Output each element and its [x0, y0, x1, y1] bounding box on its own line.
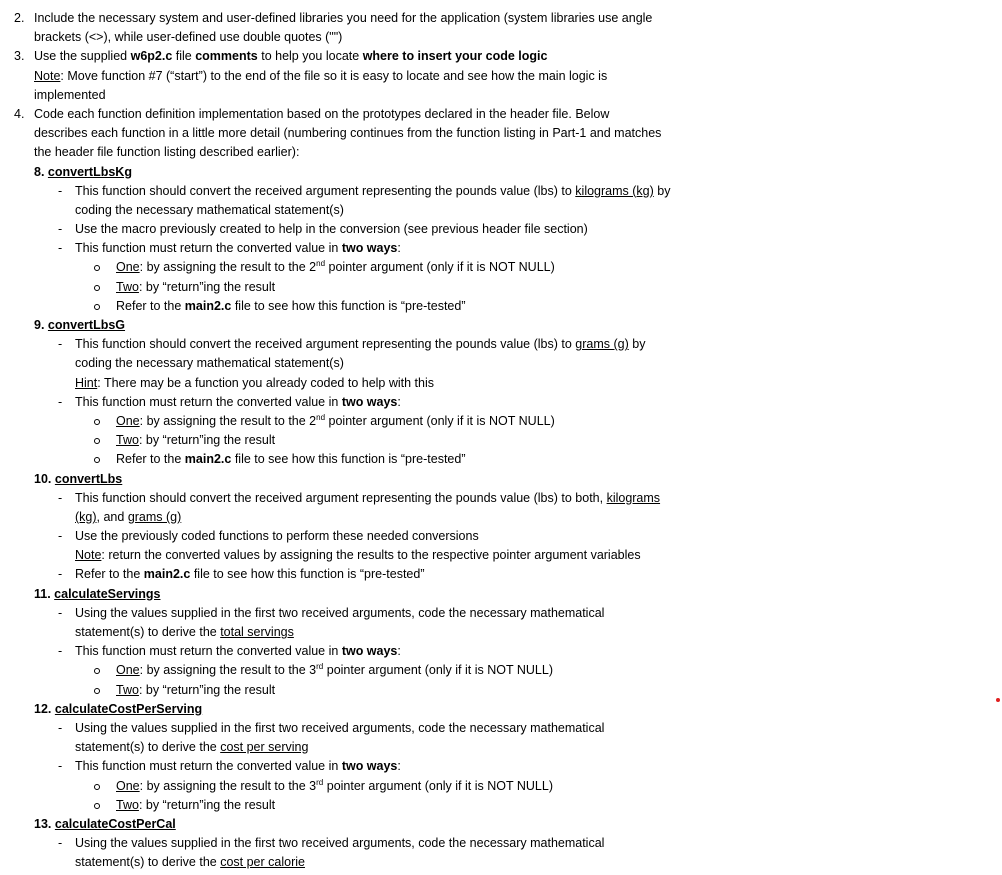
dash-marker: -	[58, 222, 63, 237]
dash-marker: -	[58, 567, 63, 582]
bullet-item-text	[116, 777, 553, 796]
dash-item-text	[75, 335, 645, 354]
function-number: 12.	[34, 701, 52, 716]
text-run: pointer argument (only if it is NOT NULL)	[325, 413, 555, 428]
text-run: brackets (<>), while user-defined use double quotes ("")	[34, 30, 343, 45]
list-item-text	[34, 105, 609, 124]
underlined-text: cost per serving	[220, 740, 309, 755]
dash-item-text	[75, 239, 401, 258]
red-dot-marker	[996, 698, 1000, 702]
dash-item-text	[75, 604, 604, 623]
dash-item-line	[0, 489, 1002, 508]
text-run: pointer argument (only if it is NOT NULL)	[323, 778, 553, 793]
bullet-item-line	[0, 258, 1002, 277]
underlined-text: grams (g)	[127, 509, 182, 524]
hollow-bullet-icon	[94, 265, 100, 271]
bold-text: w6p2.c	[130, 49, 173, 64]
dash-marker: -	[58, 183, 63, 198]
dash-item-line	[0, 623, 1002, 642]
bullet-item-text	[116, 297, 466, 316]
text-run: : by “return”ing the result	[138, 797, 276, 812]
function-name: calculateCostPerCal	[54, 816, 176, 831]
underlined-text: One	[116, 260, 140, 275]
text-run: to help you locate	[257, 49, 363, 64]
function-number: 9.	[34, 318, 45, 332]
bullet-item-line	[0, 450, 1002, 469]
list-item-line	[0, 47, 1002, 66]
underlined-text: Hint	[75, 375, 98, 390]
bullet-item-text	[116, 661, 553, 680]
text-run: : Move function #7 (“start”) to the end of the file so it is easy to locate and see how the main logic is	[60, 68, 608, 83]
dash-marker: -	[58, 605, 63, 620]
underlined-text: total servings	[220, 625, 294, 639]
function-name: convertLbsG	[47, 318, 126, 332]
dash-item-text	[75, 220, 588, 239]
dash-item-text	[75, 374, 434, 393]
bullet-item-text	[116, 431, 275, 450]
dash-item-line	[0, 604, 1002, 623]
bullet-item-text	[116, 278, 275, 297]
underlined-text: One	[116, 663, 140, 678]
bold-text: main2.c	[184, 298, 232, 313]
hollow-bullet-icon	[94, 285, 100, 291]
text-run: file to see how this function is “pre-tested”	[231, 298, 466, 313]
hollow-bullet-icon	[94, 784, 100, 790]
text-run: Using the values supplied in the first two received arguments, code the necessary mathematical	[75, 605, 605, 620]
dash-item-line	[0, 508, 1002, 527]
text-run: : by “return”ing the result	[138, 682, 276, 697]
underlined-text: One	[116, 413, 140, 428]
list-item-line	[0, 67, 1002, 86]
text-run: Refer to the	[116, 298, 185, 313]
dash-marker: -	[58, 836, 63, 851]
hollow-bullet-icon	[94, 438, 100, 444]
dash-item-line	[0, 393, 1002, 412]
list-item-text	[34, 86, 106, 105]
text-run: Using the values supplied in the first two received arguments, code the necessary mathematical	[75, 720, 605, 735]
bullet-item-text	[116, 450, 466, 469]
dash-item-line	[0, 220, 1002, 239]
text-run: :	[397, 644, 401, 659]
text-run: the header file function listing described earlier):	[34, 145, 300, 160]
text-run: pointer argument (only if it is NOT NULL)	[325, 260, 555, 275]
underlined-text: Note	[34, 68, 61, 83]
dash-marker: -	[58, 394, 63, 409]
bold-text: two ways	[341, 394, 398, 409]
dash-item-text	[75, 546, 641, 565]
dash-item-line	[0, 374, 1002, 393]
bullet-item-text	[116, 796, 275, 815]
text-run: :	[397, 394, 401, 409]
text-run: This function must return the converted value in	[75, 394, 342, 409]
dash-marker: -	[58, 490, 63, 505]
list-item-line	[0, 105, 1002, 124]
function-name: convertLbs	[54, 471, 123, 486]
function-heading-text	[34, 815, 176, 834]
text-run: :	[397, 759, 401, 774]
function-heading-text	[34, 585, 160, 604]
dash-item-text	[75, 642, 401, 661]
text-run: Use the macro previously created to help in the conversion (see previous header file section)	[75, 222, 588, 237]
list-item-line	[0, 86, 1002, 105]
text-run: Use the supplied	[34, 49, 131, 64]
bold-text: two ways	[341, 241, 398, 256]
text-run: : by assigning the result to the 2	[139, 413, 317, 428]
text-run: :	[397, 241, 401, 256]
text-run: statement(s) to derive the	[75, 625, 221, 639]
text-run: file	[172, 49, 196, 64]
bullet-item-text	[116, 412, 555, 431]
dash-item-text	[75, 508, 181, 527]
dash-marker: -	[58, 337, 63, 352]
text-run: Include the necessary system and user-defined libraries you need for the application (system libraries use angle	[34, 11, 653, 25]
bullet-item-line	[0, 297, 1002, 316]
dash-item-line	[0, 239, 1002, 258]
function-name: calculateServings	[54, 586, 161, 601]
function-heading-text	[34, 700, 202, 719]
text-run: by	[628, 337, 646, 352]
bullet-item-line	[0, 681, 1002, 700]
dash-item-line	[0, 853, 1002, 872]
list-item-line	[0, 124, 1002, 143]
bullet-item-line	[0, 796, 1002, 815]
hollow-bullet-icon	[94, 668, 100, 674]
dash-item-line	[0, 642, 1002, 661]
hollow-bullet-icon	[94, 304, 100, 310]
underlined-text: One	[116, 778, 140, 793]
function-number: 10.	[34, 471, 52, 486]
dash-item-text	[75, 719, 604, 738]
text-run: : by assigning the result to the 3	[139, 778, 317, 793]
dash-item-line	[0, 757, 1002, 776]
list-item-text	[34, 124, 661, 143]
text-run: implemented	[34, 87, 106, 102]
underlined-text: (kg)	[75, 509, 97, 524]
text-run: file to see how this function is “pre-tested”	[231, 452, 466, 467]
dash-item-text	[75, 182, 670, 201]
dash-item-line	[0, 182, 1002, 201]
underlined-text: Two	[116, 797, 139, 812]
underlined-text: Two	[116, 433, 139, 448]
list-item-line	[0, 9, 1002, 28]
text-run: : return the converted values by assigning the results to the respective pointer argument variables	[101, 548, 641, 563]
text-run: pointer argument (only if it is NOT NULL)	[323, 663, 553, 678]
bullet-item-line	[0, 777, 1002, 796]
text-run: : by assigning the result to the 2	[139, 260, 317, 275]
bold-text: two ways	[341, 759, 398, 774]
text-run: : by “return”ing the result	[138, 279, 276, 294]
text-run: Refer to the	[75, 567, 144, 582]
dash-item-line	[0, 354, 1002, 373]
superscript: rd	[316, 662, 324, 672]
text-run: statement(s) to derive the	[75, 855, 221, 870]
underlined-text: Two	[116, 279, 139, 294]
text-run: : There may be a function you already coded to help with this	[97, 375, 435, 390]
list-number: 2.	[14, 11, 25, 25]
function-heading	[0, 470, 1002, 489]
bold-text: two ways	[341, 644, 398, 659]
list-number: 4.	[14, 106, 25, 121]
list-number: 3.	[14, 49, 25, 64]
bold-text: where to insert your code logic	[362, 49, 548, 64]
list-item-text	[34, 67, 607, 86]
dash-marker: -	[58, 720, 63, 735]
dash-item-text	[75, 738, 308, 757]
text-run: , and	[96, 509, 128, 524]
dash-item-line	[0, 546, 1002, 565]
superscript: nd	[316, 259, 326, 269]
function-heading-text	[34, 163, 132, 182]
dash-item-text	[75, 565, 425, 584]
dash-item-line	[0, 738, 1002, 757]
function-number: 13.	[34, 816, 52, 831]
dash-marker: -	[58, 644, 63, 659]
text-run: file to see how this function is “pre-tested”	[190, 567, 425, 582]
bullet-item-text	[116, 258, 555, 277]
hollow-bullet-icon	[94, 457, 100, 463]
dash-marker: -	[58, 529, 63, 544]
dash-item-text	[75, 489, 660, 508]
dash-marker: -	[58, 759, 63, 774]
function-heading	[0, 316, 1002, 335]
bold-text: main2.c	[143, 567, 191, 582]
text-run: coding the necessary mathematical statement(s)	[75, 202, 344, 217]
underlined-text: grams (g)	[575, 337, 629, 352]
dash-item-text	[75, 757, 401, 776]
dash-item-line	[0, 335, 1002, 354]
list-item-text	[34, 47, 547, 66]
function-heading	[0, 585, 1002, 604]
hollow-bullet-icon	[94, 803, 100, 809]
text-run: This function must return the converted value in	[75, 241, 342, 256]
text-run: This function must return the converted value in	[75, 644, 342, 659]
underlined-text: Note	[75, 548, 102, 563]
function-heading	[0, 700, 1002, 719]
text-run: : by assigning the result to the 3	[139, 663, 317, 678]
dash-item-text	[75, 853, 305, 872]
text-run: coding the necessary mathematical statement(s)	[75, 356, 344, 371]
bullet-item-line	[0, 412, 1002, 431]
list-item-text	[34, 28, 342, 47]
function-heading	[0, 815, 1002, 834]
hollow-bullet-icon	[94, 688, 100, 694]
function-heading	[0, 163, 1002, 182]
hollow-bullet-icon	[94, 419, 100, 425]
superscript: nd	[316, 412, 326, 422]
function-heading-text	[34, 316, 125, 335]
text-run: This function should convert the received argument representing the pounds value (lbs) to	[75, 183, 576, 198]
dash-item-line	[0, 527, 1002, 546]
dash-item-line	[0, 834, 1002, 853]
dash-item-text	[75, 201, 344, 220]
text-run: This function must return the converted value in	[75, 759, 342, 774]
bullet-item-line	[0, 431, 1002, 450]
text-run: This function should convert the received argument representing the pounds value (lbs) to	[75, 337, 576, 352]
text-run: Code each function definition implementation based on the prototypes declared in the header file. Below	[34, 106, 610, 121]
dash-item-text	[75, 527, 479, 546]
bullet-item-line	[0, 661, 1002, 680]
document-page	[0, 9, 1002, 872]
dash-item-line	[0, 201, 1002, 220]
list-item-line	[0, 28, 1002, 47]
function-name: convertLbsKg	[47, 164, 132, 179]
text-run: by	[653, 183, 671, 198]
text-run: statement(s) to derive the	[75, 740, 221, 755]
dash-item-text	[75, 623, 294, 642]
list-item-text	[34, 143, 299, 162]
bold-text: comments	[195, 49, 258, 64]
text-run: describes each function in a little more detail (numbering continues from the function listing in Part-1 and matches	[34, 126, 662, 141]
bold-text: main2.c	[184, 452, 232, 467]
text-run: Using the values supplied in the first two received arguments, code the necessary mathematical	[75, 836, 605, 851]
text-run: This function should convert the received argument representing the pounds value (lbs) to both,	[75, 490, 607, 505]
superscript: rd	[316, 777, 324, 787]
text-run: Refer to the	[116, 452, 185, 467]
bullet-item-line	[0, 278, 1002, 297]
underlined-text: kilograms	[606, 490, 661, 505]
function-heading-text	[34, 470, 122, 489]
dash-item-text	[75, 393, 401, 412]
dash-item-line	[0, 719, 1002, 738]
bullet-item-text	[116, 681, 275, 700]
underlined-text: cost per calorie	[220, 855, 305, 870]
dash-marker: -	[58, 241, 63, 256]
underlined-text: kilograms (kg)	[575, 183, 654, 198]
text-run: Use the previously coded functions to perform these needed conversions	[75, 529, 479, 544]
dash-item-text	[75, 834, 604, 853]
dash-item-line	[0, 565, 1002, 584]
list-item-line	[0, 143, 1002, 162]
function-name: calculateCostPerServing	[54, 701, 203, 716]
function-number: 8.	[34, 164, 45, 179]
function-number: 11.	[34, 586, 51, 601]
text-run: : by “return”ing the result	[138, 433, 276, 448]
list-item-text	[34, 9, 652, 28]
dash-item-text	[75, 354, 344, 373]
underlined-text: Two	[116, 682, 139, 697]
